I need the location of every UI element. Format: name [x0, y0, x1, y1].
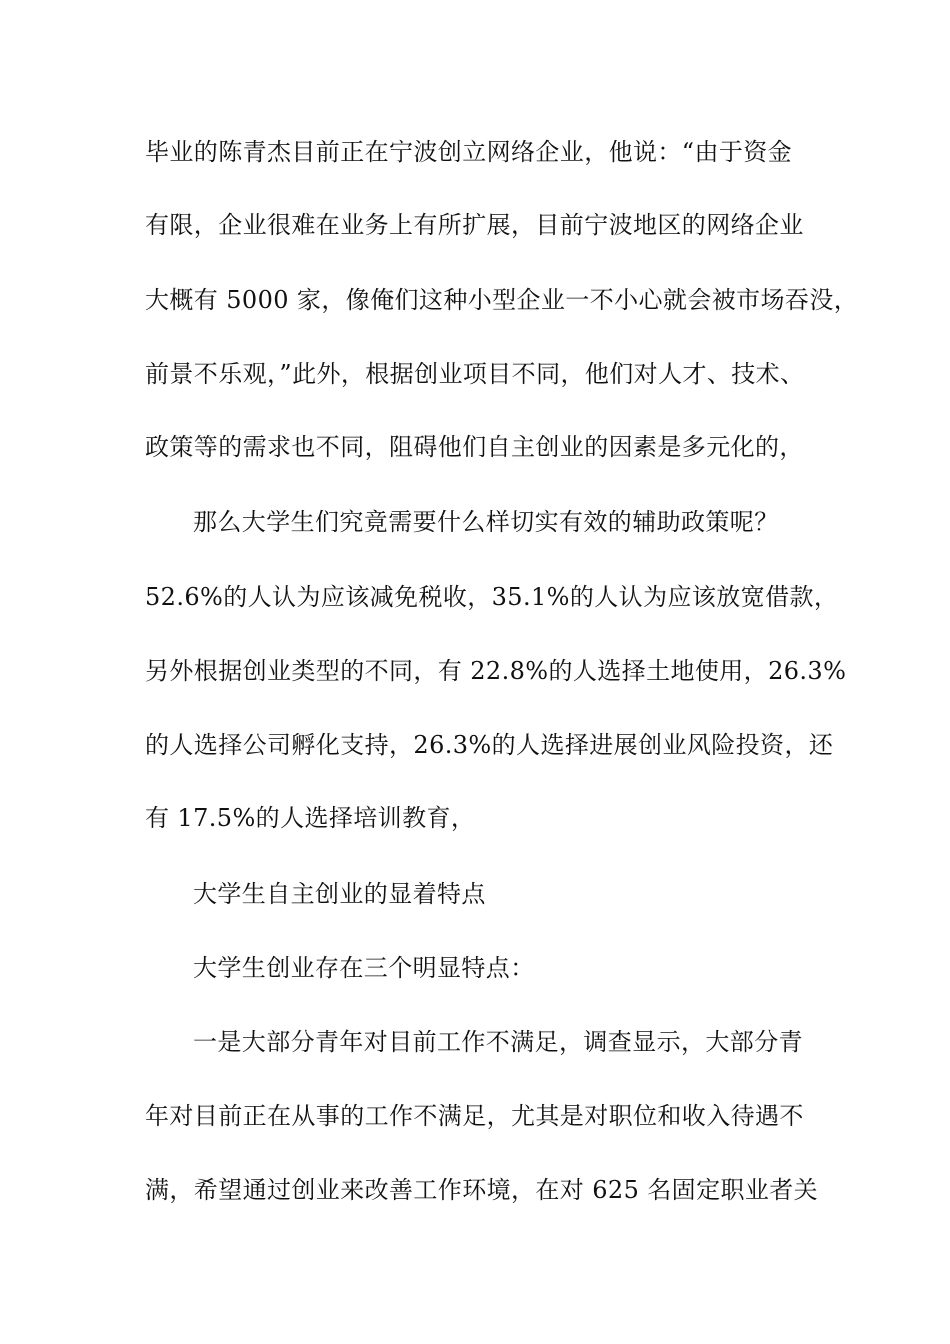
text-line: 那么大学生们究竟需要什么样切实有效的辅助政策呢？: [193, 508, 779, 536]
text-line: 大概有 5000 家，像俺们这种小型企业一不小心就会被市场吞没，: [145, 286, 859, 314]
text-line: 年对目前正在从事的工作不满足，尤其是对职位和收入待遇不: [145, 1102, 804, 1130]
text-line: 52.6%的人认为应该减免税收，35.1%的人认为应该放宽借款，: [145, 583, 839, 611]
text-line: 的人选择公司孵化支持，26.3%的人选择进展创业风险投资，还: [145, 731, 834, 759]
text-line: 前景不乐观，”此外，根据创业项目不同，他们对人才、技术、: [145, 360, 805, 388]
section-heading: 大学生自主创业的显着特点: [193, 880, 486, 908]
text-line: 一是大部分青年对目前工作不满足，调查显示，大部分青: [193, 1028, 803, 1056]
text-line: 有限，企业很难在业务上有所扩展，目前宁波地区的网络企业: [145, 211, 804, 239]
text-line: 有 17.5%的人选择培训教育，: [145, 804, 476, 832]
text-line: 另外根据创业类型的不同，有 22.8%的人选择土地使用，26.3%: [145, 657, 847, 685]
text-line: 政策等的需求也不同，阻碍他们自主创业的因素是多元化的，: [145, 433, 804, 461]
text-line: 满，希望通过创业来改善工作环境，在对 625 名固定职业者关: [145, 1176, 819, 1204]
text-line: 大学生创业存在三个明显特点：: [193, 954, 535, 982]
text-line: 毕业的陈青杰目前正在宁波创立网络企业，他说：“由于资金: [145, 138, 793, 166]
